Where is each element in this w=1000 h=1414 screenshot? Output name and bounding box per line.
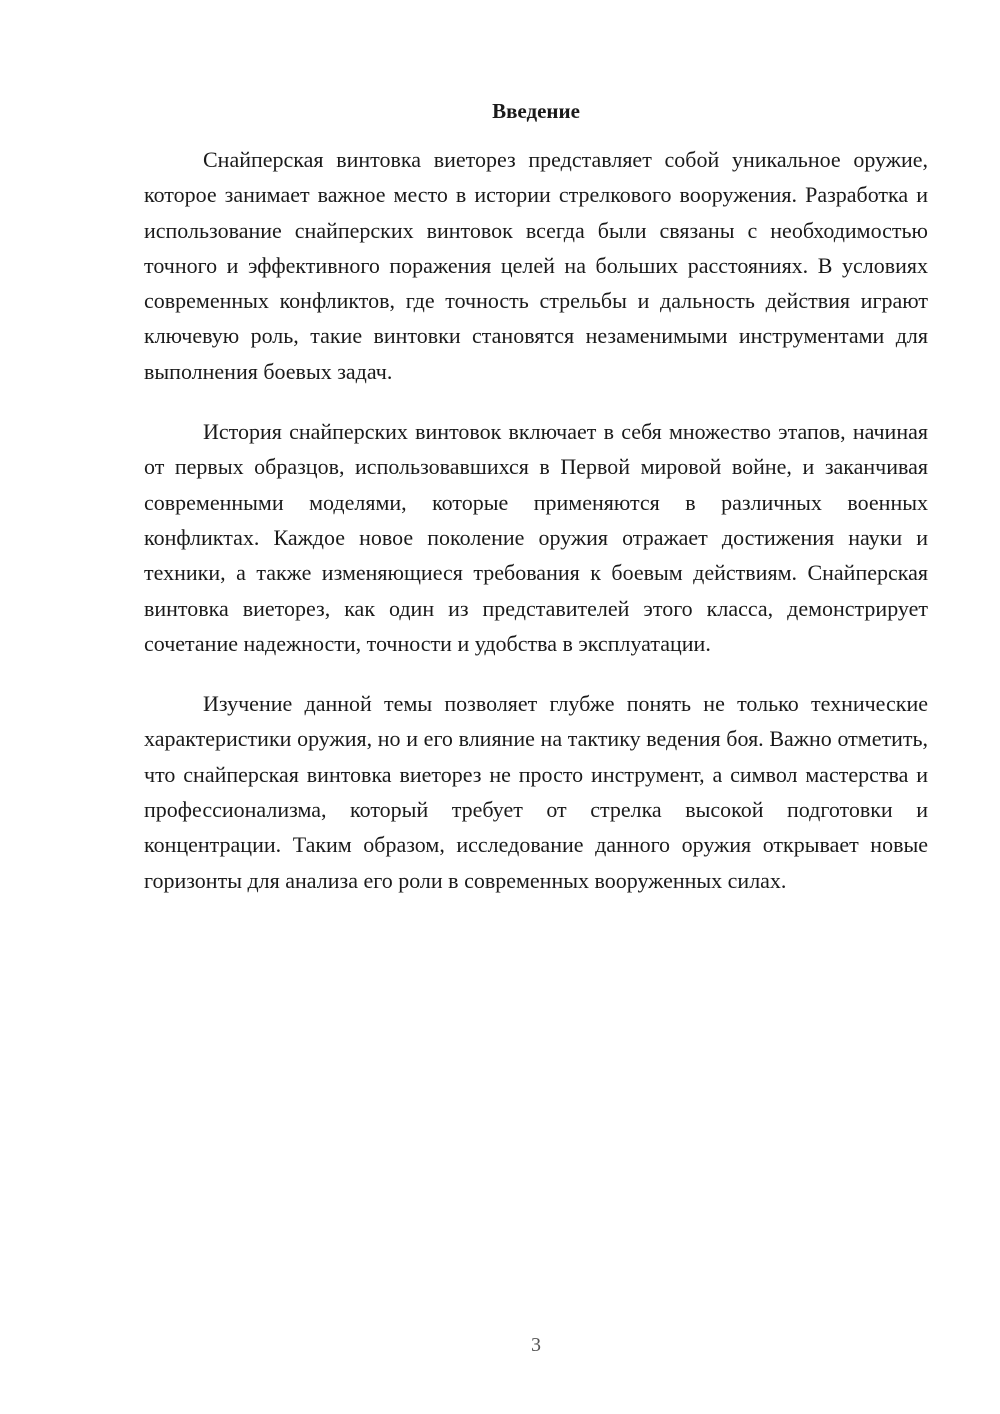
page-title: Введение bbox=[492, 99, 580, 123]
paragraph-3: Изучение данной темы позволяет глубже понять не только технические характеристики оружия, но и его влияние на тактику ведения боя. Важно отметить, что снайперская винтовка виеторез не просто инструмент, а символ мастерства и профессионализма, который требует от стрелка высокой подготовки и концентрации. Таким образом, исследование данного оружия открывает новые горизонты для анализа его роли в современных вооруженных силах. bbox=[144, 691, 928, 893]
page-number: 3 bbox=[531, 1334, 541, 1356]
paragraph-2: История снайперских винтовок включает в себя множество этапов, начиная от первых образцов, использовавшихся в Первой мировой войне, и заканчивая современными моделями, которые применяются в различных военных конфликтах. Каждое новое поколение оружия отражает достижения науки и техники, а также изменяющиеся требования к боевым действиям. Снайперская винтовка виеторез, как один из представителей этого класса, демонстрирует сочетание надежности, точности и удобства в эксплуатации. bbox=[144, 419, 928, 656]
body-text bbox=[144, 142, 928, 923]
paragraph-1: Снайперская винтовка виеторез представляет собой уникальное оружие, которое занимает важное место в истории стрелкового вооружения. Разработка и использование снайперских винтовок всегда были связаны с необходимостью точного и эффективного поражения целей на больших расстояниях. В условиях современных конфликтов, где точность стрельбы и дальность действия играют ключевую роль, такие винтовки становятся незаменимыми инструментами для выполнения боевых задач. bbox=[144, 147, 928, 384]
